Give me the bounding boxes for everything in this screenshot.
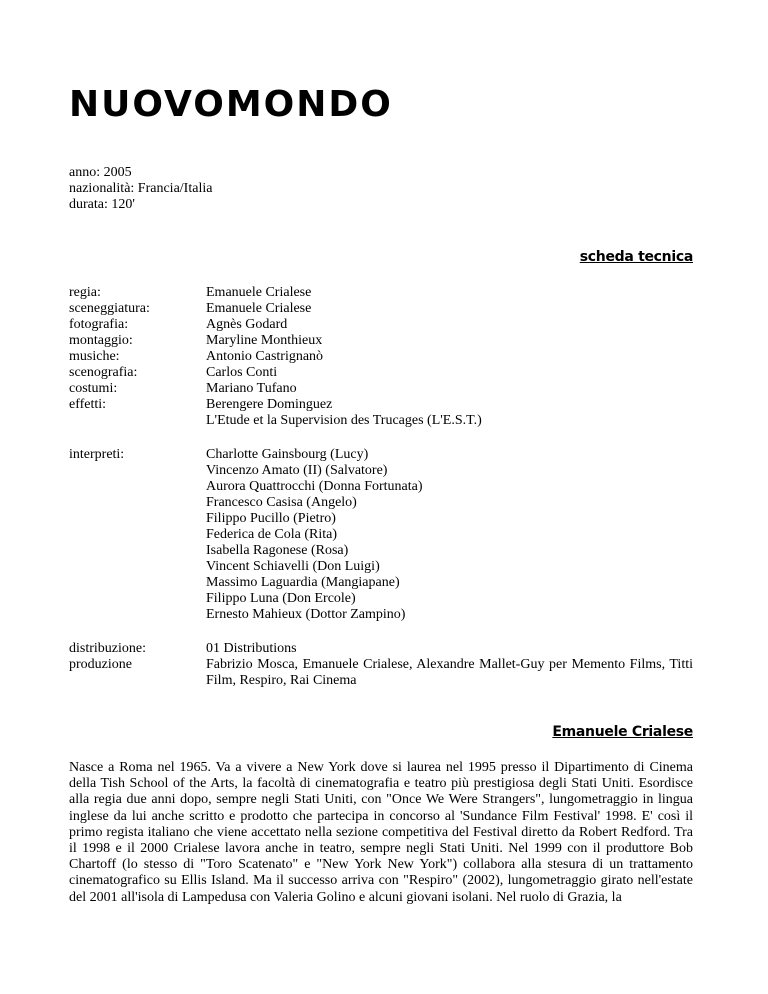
- label-set-design: scenografia:: [69, 365, 138, 380]
- cast-member: Filippo Luna (Don Ercole): [206, 591, 356, 606]
- label-music: musiche:: [69, 349, 120, 364]
- cast-member: Vincent Schiavelli (Don Luigi): [206, 559, 380, 574]
- value-direction: Emanuele Crialese: [206, 285, 312, 300]
- label-effects: effetti:: [69, 397, 107, 412]
- label-distribution: distribuzione:: [69, 641, 146, 656]
- value-costumes: Mariano Tufano: [206, 381, 297, 396]
- value-effects-1: Berengere Dominguez: [206, 397, 333, 412]
- value-editing: Maryline Monthieux: [206, 333, 323, 348]
- label-costumes: costumi:: [69, 381, 118, 396]
- cast-member: Massimo Laguardia (Mangiapane): [206, 575, 400, 590]
- meta-year: anno: 2005: [69, 165, 132, 180]
- label-production: produzione: [69, 657, 132, 672]
- cast-member: Charlotte Gainsbourg (Lucy): [206, 447, 369, 462]
- film-title: NUOVOMONDO: [69, 84, 393, 125]
- cast-member: Ernesto Mahieux (Dottor Zampino): [206, 607, 406, 622]
- cast-credits: [69, 447, 693, 623]
- label-editing: montaggio:: [69, 333, 133, 348]
- label-direction: regia:: [69, 285, 101, 300]
- technical-sheet-heading: scheda tecnica: [579, 249, 693, 265]
- value-effects-2: L'Etude et la Supervision des Trucages (L'E.S.T.): [206, 413, 482, 428]
- distribution-credits: [69, 641, 693, 689]
- label-cast: interpreti:: [69, 447, 125, 462]
- cast-member: Vincenzo Amato (II) (Salvatore): [206, 463, 388, 478]
- meta-nationality: nazionalità: Francia/Italia: [69, 181, 213, 196]
- value-production: Fabrizio Mosca, Emanuele Crialese, Alexandre Mallet-Guy per Memento Films, Titti Film, Respiro, Rai Cinema: [206, 657, 693, 688]
- cast-member: Aurora Quattrocchi (Donna Fortunata): [206, 479, 423, 494]
- cast-list: [206, 447, 693, 623]
- crew-values: [206, 285, 693, 429]
- cast-member: Isabella Ragonese (Rosa): [206, 543, 349, 558]
- cast-member: Federica de Cola (Rita): [206, 527, 338, 542]
- crew-credits: [69, 285, 693, 429]
- value-screenplay: Emanuele Crialese: [206, 301, 312, 316]
- label-photography: fotografia:: [69, 317, 129, 332]
- label-screenplay: sceneggiatura:: [69, 301, 150, 316]
- film-meta: [69, 165, 212, 213]
- value-set-design: Carlos Conti: [206, 365, 278, 380]
- meta-duration: durata: 120': [69, 197, 135, 212]
- director-biography: Nasce a Roma nel 1965. Va a vivere a New York dove si laurea nel 1995 presso il Dipartimento di Cinema della Tish School of the Arts, la facoltà di cinematografia e teatro più prestigiosa degli Stati Uniti. Esordisce alla regia due anni dopo, sempre negli Stati Uniti, con "Once We Were Strangers", lungometraggio in lingua inglese da lui anche scritto e prodotto che partecipa in concorso al 'Sundance Film Festival' 1998. E' così il primo regista italiano che viene accettato nella sezione competitiva del Festival diretto da Robert Redford. Tra il 1998 e il 2000 Crialese lavora anche in teatro, sempre negli Stati Uniti. Nel 1999 con il produttore Bob Chartoff (lo stesso di "Toro Scatenato" e "New York New York") collabora alla stesura di un trattamento cinematografico su Ellis Island. Ma il successo arriva con "Respiro" (2002), lungometraggio girato nell'estate del 2001 all'isola di Lampedusa con Valeria Golino e alcuni giovani isolani. Nel ruolo di Grazia, la: [69, 760, 693, 905]
- value-distributor: 01 Distributions: [206, 641, 297, 656]
- cast-member: Filippo Pucillo (Pietro): [206, 511, 336, 526]
- director-heading: Emanuele Crialese: [552, 724, 693, 740]
- cast-member: Francesco Casisa (Angelo): [206, 495, 357, 510]
- value-music: Antonio Castrignanò: [206, 349, 324, 364]
- value-photography: Agnès Godard: [206, 317, 288, 332]
- crew-labels: [69, 285, 206, 429]
